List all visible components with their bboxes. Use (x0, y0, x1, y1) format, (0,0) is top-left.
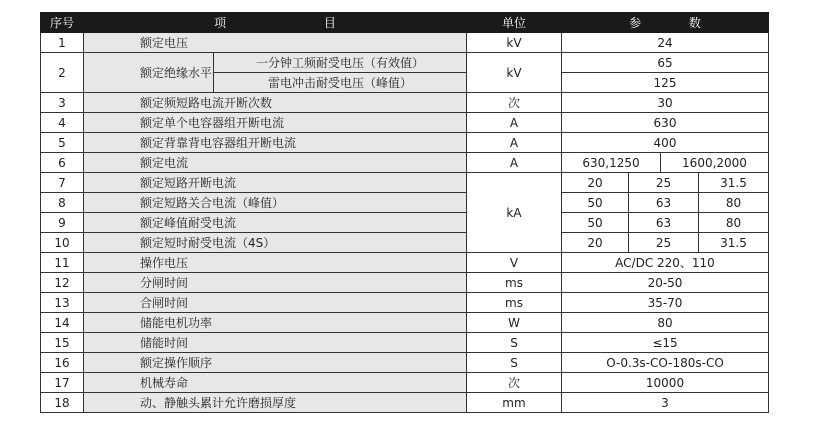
row-item: 额定绝缘水平 (84, 53, 214, 93)
table-row (41, 213, 769, 233)
table-row (41, 333, 769, 353)
row-param: 63 (629, 193, 699, 213)
row-unit: S (467, 333, 562, 353)
row-no: 13 (41, 293, 84, 313)
row-no: 10 (41, 233, 84, 253)
row-unit: kV (467, 33, 562, 53)
row-param: 24 (562, 33, 769, 53)
row-no: 3 (41, 93, 84, 113)
row-param: 20 (562, 173, 629, 193)
row-param: 25 (629, 233, 699, 253)
row-unit: kV (467, 53, 562, 93)
row-param: 630 (562, 113, 769, 133)
table-row (41, 193, 769, 213)
row-unit: kA (467, 173, 562, 253)
row-unit: A (467, 113, 562, 133)
row-unit: ms (467, 293, 562, 313)
row-item: 储能电机功率 (84, 313, 467, 333)
row-no: 7 (41, 173, 84, 193)
table-row (41, 153, 769, 173)
row-param: 20-50 (562, 273, 769, 293)
row-no: 8 (41, 193, 84, 213)
row-param: AC/DC 220、110 (562, 253, 769, 273)
table-row (41, 133, 769, 153)
row-item: 额定背靠背电容器组开断电流 (84, 133, 467, 153)
row-subitem: 一分钟工频耐受电压（有效值） (214, 53, 467, 73)
row-no: 12 (41, 273, 84, 293)
row-unit: A (467, 153, 562, 173)
row-param: ≤15 (562, 333, 769, 353)
row-item: 储能时间 (84, 333, 467, 353)
row-param: 50 (562, 213, 629, 233)
row-param: 63 (629, 213, 699, 233)
row-no: 9 (41, 213, 84, 233)
row-no: 6 (41, 153, 84, 173)
row-no: 2 (41, 53, 84, 93)
row-item: 操作电压 (84, 253, 467, 273)
row-item: 额定频短路电流开断次数 (84, 93, 467, 113)
row-item: 额定电流 (84, 153, 467, 173)
row-item: 额定电压 (84, 33, 467, 53)
row-no: 17 (41, 373, 84, 393)
row-param: 3 (562, 393, 769, 413)
row-subitem: 雷电冲击耐受电压（峰值） (214, 73, 467, 93)
row-item: 机械寿命 (84, 373, 467, 393)
row-item: 额定短路关合电流（峰值） (84, 193, 467, 213)
row-param: 1600,2000 (661, 153, 769, 173)
row-no: 11 (41, 253, 84, 273)
row-param: 30 (562, 93, 769, 113)
row-item: 动、静触头累计允许磨损厚度 (84, 393, 467, 413)
row-no: 16 (41, 353, 84, 373)
row-item: 额定峰值耐受电流 (84, 213, 467, 233)
row-item: 额定短时耐受电流（4S） (84, 233, 467, 253)
row-param: 50 (562, 193, 629, 213)
header-unit: 单位 (467, 13, 562, 33)
row-unit: 次 (467, 93, 562, 113)
row-param: 10000 (562, 373, 769, 393)
header-param: 参 数 (562, 13, 769, 33)
row-item: 额定操作顺序 (84, 353, 467, 373)
row-item: 额定短路开断电流 (84, 173, 467, 193)
table-row (41, 273, 769, 293)
table-row (41, 313, 769, 333)
table-row (41, 93, 769, 113)
row-param: 25 (629, 173, 699, 193)
row-param: O-0.3s-CO-180s-CO (562, 353, 769, 373)
header-no: 序号 (41, 13, 84, 33)
row-no: 14 (41, 313, 84, 333)
row-item: 分闸时间 (84, 273, 467, 293)
row-unit: 次 (467, 373, 562, 393)
row-param: 31.5 (699, 173, 769, 193)
table-row (41, 53, 769, 73)
row-unit: W (467, 313, 562, 333)
header-item: 项 目 (84, 13, 467, 33)
table-row (41, 293, 769, 313)
row-param: 31.5 (699, 233, 769, 253)
table-row (41, 373, 769, 393)
row-param: 80 (699, 213, 769, 233)
table-row (41, 113, 769, 133)
row-param: 80 (699, 193, 769, 213)
row-unit: mm (467, 393, 562, 413)
table-row (41, 33, 769, 53)
row-no: 4 (41, 113, 84, 133)
table-row (41, 393, 769, 413)
row-param: 20 (562, 233, 629, 253)
row-unit: A (467, 133, 562, 153)
row-no: 18 (41, 393, 84, 413)
row-unit: S (467, 353, 562, 373)
row-unit: V (467, 253, 562, 273)
row-item: 额定单个电容器组开断电流 (84, 113, 467, 133)
row-param: 125 (562, 73, 769, 93)
row-item: 合闸时间 (84, 293, 467, 313)
row-no: 5 (41, 133, 84, 153)
row-param: 65 (562, 53, 769, 73)
row-param: 80 (562, 313, 769, 333)
table-header (41, 13, 769, 33)
spec-table (40, 12, 769, 413)
row-unit: ms (467, 273, 562, 293)
table-row (41, 353, 769, 373)
row-param: 35-70 (562, 293, 769, 313)
table-row (41, 173, 769, 193)
table-row (41, 253, 769, 273)
row-no: 1 (41, 33, 84, 53)
row-no: 15 (41, 333, 84, 353)
row-param: 400 (562, 133, 769, 153)
table-row (41, 233, 769, 253)
row-param: 630,1250 (562, 153, 661, 173)
